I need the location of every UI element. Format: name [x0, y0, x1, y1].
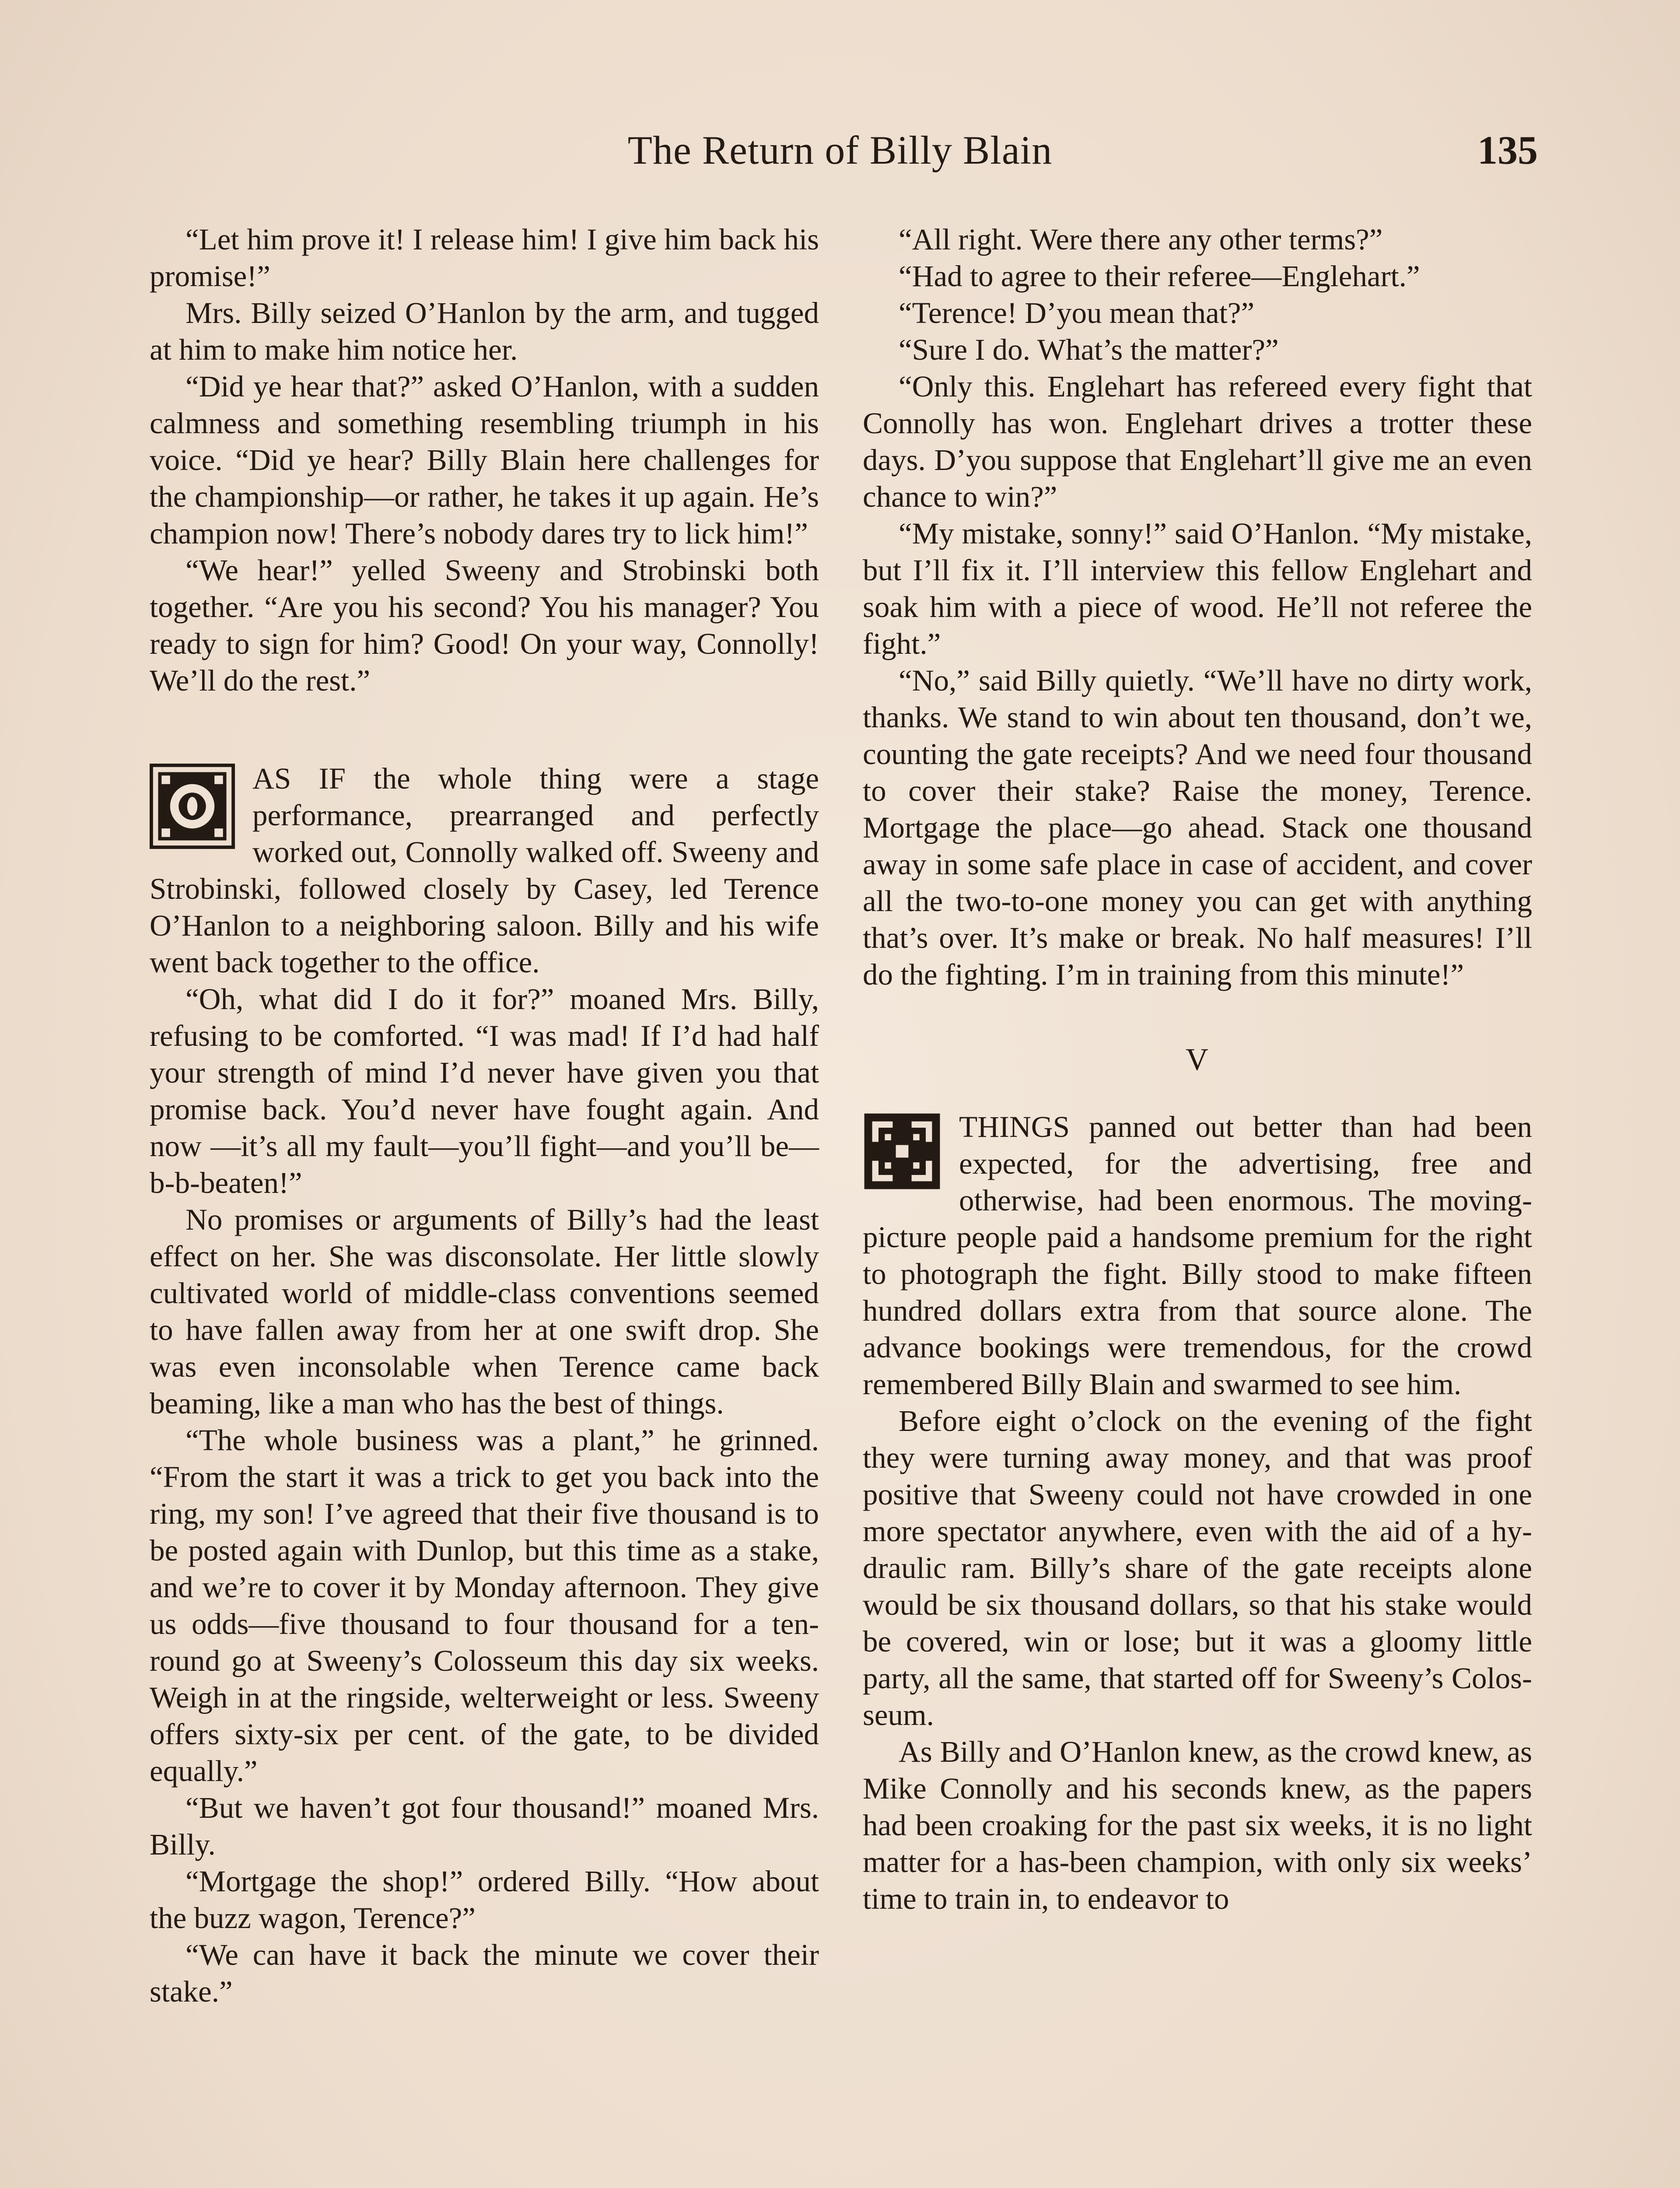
paragraph: Mrs. Billy seized O’Hanlon by the arm, and tugged at him to make him notice her.: [150, 296, 819, 366]
paragraph-text: THINGS panned out better than had been expected, for the advertising, free and otherwise, had been enormous. The moving-picture people paid a handsome premium for the right to photograph the fight. Billy stood to make fifteen hundred dollars extra from that source alone. The advance bookings were tremendous, for the crowd remembered Billy Blain and swarmed to see him.: [863, 1110, 1532, 1401]
paragraph: “Mortgage the shop!” ordered Billy. “How about the buzz wagon, Terence?”: [150, 1865, 819, 1935]
paragraph: Before eight o’clock on the evening of the fight they were turning away money, and that was proof positive that Sweeny could not have crowded in one more spectator anywhere, even with the aid of a hydraulic ram. Billy’s share of the gate receipts alone would be six thousand dollars, so that his stake would be covered, win or lose; but it was a gloomy little party, all the same, that started off for Sweeny’s Colosseum.: [863, 1404, 1532, 1732]
left-column: [150, 221, 819, 2010]
section-break-paragraph: [150, 760, 819, 981]
paragraph: “We hear!” yelled Sweeny and Strobinski both together. “Are you his second? You his manager? You ready to sign for him? Good! On your way, Connolly! We’ll do the rest.”: [150, 554, 819, 697]
paragraph: “We can have it back the minute we cover their stake.”: [150, 1938, 819, 2008]
paragraph: “Sure I do. What’s the matter?”: [899, 333, 1279, 366]
right-column: [863, 221, 1532, 1917]
paragraph: “Let him prove it! I release him! I give him back his promise!”: [150, 223, 819, 293]
paragraph: “But we haven’t got four thousand!” moaned Mrs. Billy.: [150, 1791, 819, 1861]
section-break-paragraph: [863, 1108, 1532, 1403]
paragraph: “Had to agree to their referee—Englehart.”: [899, 259, 1420, 293]
ornamental-initial-icon: [150, 764, 235, 849]
running-title: The Return of Billy Blain: [627, 128, 1053, 172]
paragraph: No promises or arguments of Billy’s had the least effect on her. She was disconsolate. Her little slowly cultivated world of middle-class conventions seemed to have fallen away from her at one swift drop. She was even inconsolable when Terence came back beaming, like a man who has the best of things.: [150, 1203, 819, 1420]
section-heading: V: [1186, 1042, 1209, 1077]
paragraph-text: AS IF the whole thing were a stage performance, prearranged and perfectly worked out, Connolly walked off. Sweeny and Strobinski, followed closely by Casey, led Terence O’Hanlon to a neighboring saloon. Billy and his wife went back together to the office.: [150, 762, 819, 979]
paragraph: “The whole business was a plant,” he grinned. “From the start it was a trick to get you back into the ring, my son! I’ve agreed that their five thousand is to be posted again with Dunlop, but this time as a stake, and we’re to cover it by Monday afternoon. They give us odds—five thousand to four thousand for a ten-round go at Sweeny’s Colosseum this day six weeks. Weigh in at the ringside, welterweight or less. Sweeny offers sixty-six per cent. of the gate, to be divided equally.”: [150, 1424, 819, 1788]
paragraph: “Did ye hear that?” asked O’Hanlon, with a sudden calmness and something resembling triumph in his voice. “Did ye hear? Billy Blain here challenges for the championship—or rather, he takes it up again. He’s champion now! There’s nobody dares try to lick him!”: [150, 370, 819, 550]
paragraph: As Billy and O’Hanlon knew, as the crowd knew, as Mike Connolly and his seconds knew, as the papers had been croaking for the past six weeks, it is no light matter for a has-been champion, with only six weeks’ time to train in, to endeavor to: [863, 1735, 1532, 1915]
paragraph: “Only this. Englehart has refereed every fight that Connolly has won. Englehart drives a trotter these days. D’you suppose that Englehart’ll give me an even chance to win?”: [863, 370, 1532, 513]
page-number: 135: [1477, 128, 1538, 172]
ornamental-initial-icon: [863, 1112, 942, 1191]
paragraph: “All right. Were there any other terms?”: [899, 223, 1383, 256]
paragraph: “Terence! D’you mean that?”: [899, 296, 1255, 330]
paragraph: “Oh, what did I do it for?” moaned Mrs. Billy, refusing to be comforted. “I was mad! If I’d had half your strength of mind I’d never have given you that promise back. You’d never have fought again. And now —it’s all my fault—you’ll fight—and you’ll be—b-b-beaten!”: [150, 982, 819, 1199]
paragraph: “No,” said Billy quietly. “We’ll have no dirty work, thanks. We stand to win about ten thousand, don’t we, counting the gate receipts? And we need four thousand to cover their stake? Raise the money, Terence. Mortgage the place—go ahead. Stack one thousand away in some safe place in case of accident, and cover all the two-to-one money you can get with anything that’s over. It’s make or break. No half measures! I’ll do the fighting. I’m in training from this minute!”: [863, 664, 1532, 991]
paragraph: “My mistake, sonny!” said O’Hanlon. “My mistake, but I’ll fix it. I’ll interview this fellow Englehart and soak him with a piece of wood. He’ll not referee the fight.”: [863, 517, 1532, 660]
